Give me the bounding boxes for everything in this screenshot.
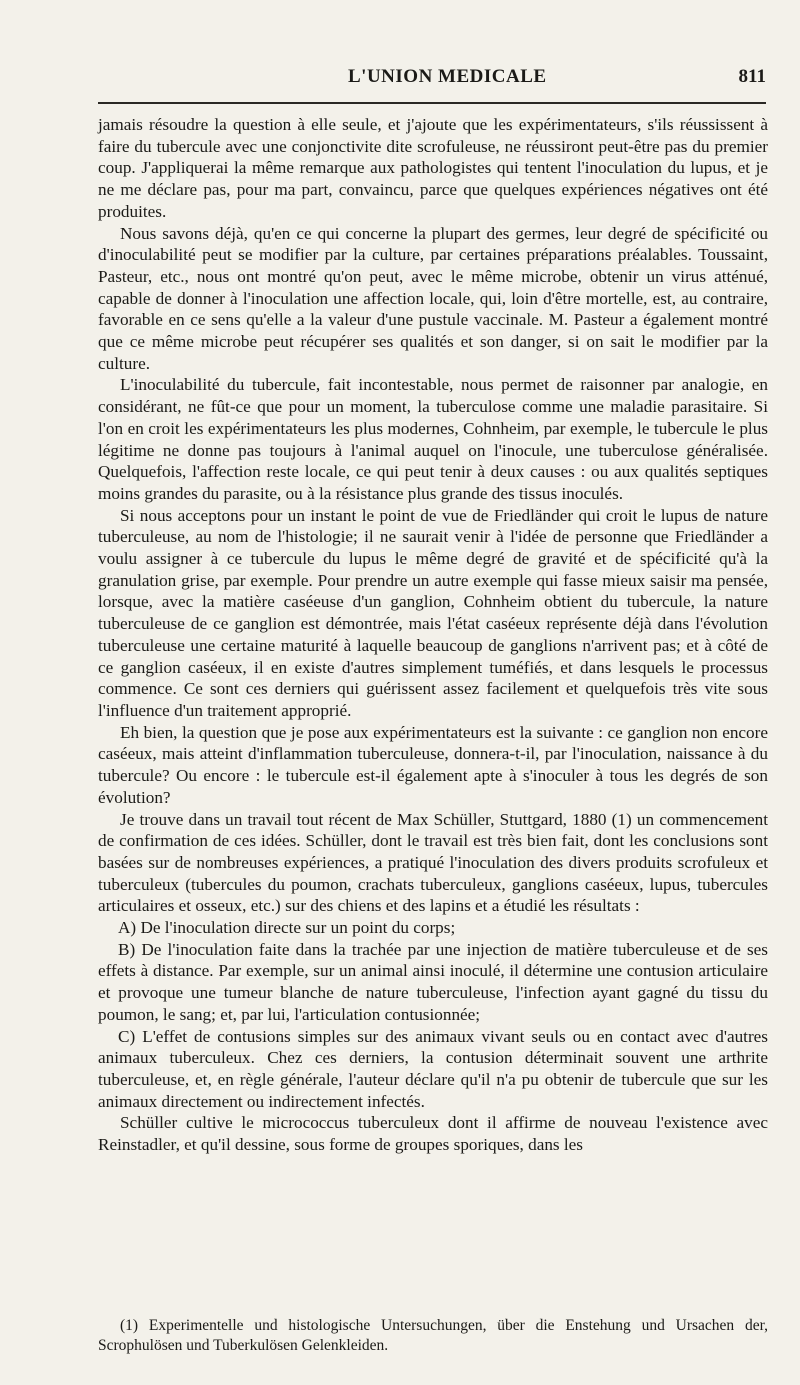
- paragraph: Si nous acceptons pour un instant le point de vue de Friedländer qui croit le lupus de nature tuberculeuse, au nom de l'histologie; il ne saurait venir à l'idée de personne que Friedländer a voulu assigner à ce tubercule du lupus le même degré de gravité et de spécificité qu'à la granulation grise, par exemple. Pour prendre un autre exemple qui fasse mieux saisir ma pensée, lorsque, avec la matière caséeuse d'un ganglion, Cohnheim obtient du tubercule, la nature tuberculeuse de ce ganglion est démontrée, mais l'état caséeux représente déjà dans l'évolution tuberculeuse une certaine maturité à laquelle beaucoup de ganglions n'arrivent pas; et à côté de ce ganglion caséeux, il en existe d'autres simplement tuméfiés, et dans lesquels le processus commence. Ce sont ces derniers qui guérissent assez facilement et quelquefois très vite sous l'influence d'un traitement approprié.: [98, 505, 768, 720]
- footnote: (1) Experimentelle und histologische Untersuchungen, über die Enstehung und Ursachen der, Scrophulösen und Tuberkulösen Gelenkleiden.: [98, 1317, 768, 1354]
- list-item: [98, 939, 768, 1026]
- article-body: [98, 114, 768, 1156]
- list-item-marker: C): [118, 1026, 136, 1046]
- journal-title: L'UNION MEDICALE: [348, 66, 547, 87]
- list-item: [98, 917, 768, 939]
- paragraph: L'inoculabilité du tubercule, fait incontestable, nous permet de raisonner par analogie, en considérant, ne fût-ce que pour un moment, la tuberculose comme une maladie parasitaire. Si l'on en croit les expérimentateurs les plus modernes, Cohnheim, par exemple, le tubercule le plus légitime ne donne pas toujours à l'animal auquel on l'inocule, une tuberculose généralisée. Quelquefois, l'affection reste locale, ce qui peut tenir à deux causes : ou aux qualités septiques moins grandes du parasite, ou à la résistance plus grande des tissus inoculés.: [98, 375, 768, 503]
- paragraph: Je trouve dans un travail tout récent de Max Schüller, Stuttgard, 1880 (1) un commencement de confirmation de ces idées. Schüller, dont le travail est très bien fait, dont les conclusions sont basées sur de nombreuses expériences, a pratiqué l'inoculation des divers produits scrofuleux et tuberculeux (tubercules du poumon, crachats tuberculeux, ganglions caséeux, lupus, tubercules articulaires et osseux, etc.) sur des chiens et des lapins et a étudié les résultats :: [98, 809, 768, 916]
- list-item-marker: A): [118, 918, 137, 938]
- paragraph: Schüller cultive le micrococcus tuberculeux dont il affirme de nouveau l'existence avec Reinstadler, et qu'il dessine, sous forme de groupes sporiques, dans les: [98, 1113, 768, 1155]
- header-rule: [98, 102, 766, 104]
- paragraph: jamais résoudre la question à elle seule, et j'ajoute que les expérimentateurs, s'ils réussissent à faire du tubercule avec une conjonctivite dite scrofuleuse, ne réussiront peut-être pas du premier coup. J'appliquerai la même remarque aux pathologistes qui tentent l'inoculation du lupus, et je ne me déclare pas, pour ma part, convaincu, parce que quelques expériences négatives ont été produites.: [98, 115, 768, 221]
- list-item: [98, 1026, 768, 1113]
- list-item-marker: B): [118, 939, 136, 959]
- list-item-text: L'effet de contusions simples sur des animaux vivant seuls ou en contact avec d'autres animaux tuberculeux. Chez ces derniers, la contusion déterminait souvent une arthrite tuberculeuse, et, en règle générale, l'auteur déclare qu'il n'a pu obtenir de tubercule que sur les animaux directement ou indirectement infectés.: [98, 1026, 768, 1111]
- list-item-text: De l'inoculation directe sur un point du corps;: [140, 918, 456, 938]
- list-item-text: De l'inoculation faite dans la trachée par une injection de matière tuberculeuse et de ses effets à distance. Par exemple, sur un animal ainsi inoculé, il détermine une contusion articulaire et provoque une tumeur blanche de nature tuberculeuse, l'infection ayant gagné du tissu du poumon, le sang; et, par lui, l'articulation contusionnée;: [98, 939, 769, 1024]
- paragraph: Nous savons déjà, qu'en ce qui concerne la plupart des germes, leur degré de spécificité ou d'inoculabilité peut se modifier par la culture, par certaines préparations préalables. Toussaint, Pasteur, etc., nous ont montré qu'on peut, avec le même microbe, obtenir un virus atténué, capable de donner à l'inoculation une affection locale, qui, loin d'être mortelle, est, au contraire, favorable en ce sens qu'elle a la valeur d'une pustule vaccinale. M. Pasteur a également montré que ce même microbe peut récupérer ses qualités et son danger, si on sait le modifier par la culture.: [98, 223, 768, 373]
- running-header: [98, 60, 768, 100]
- page-number: 811: [738, 66, 766, 87]
- footnotes: [98, 1316, 768, 1356]
- paragraph: Eh bien, la question que je pose aux expérimentateurs est la suivante : ce ganglion non encore caséeux, mais atteint d'inflammation tuberculeuse, donnera-t-il, par l'inoculation, naissance à du tubercule? Ou encore : le tubercule est-il également apte à s'inoculer à tous les degrés de son évolution?: [98, 722, 768, 807]
